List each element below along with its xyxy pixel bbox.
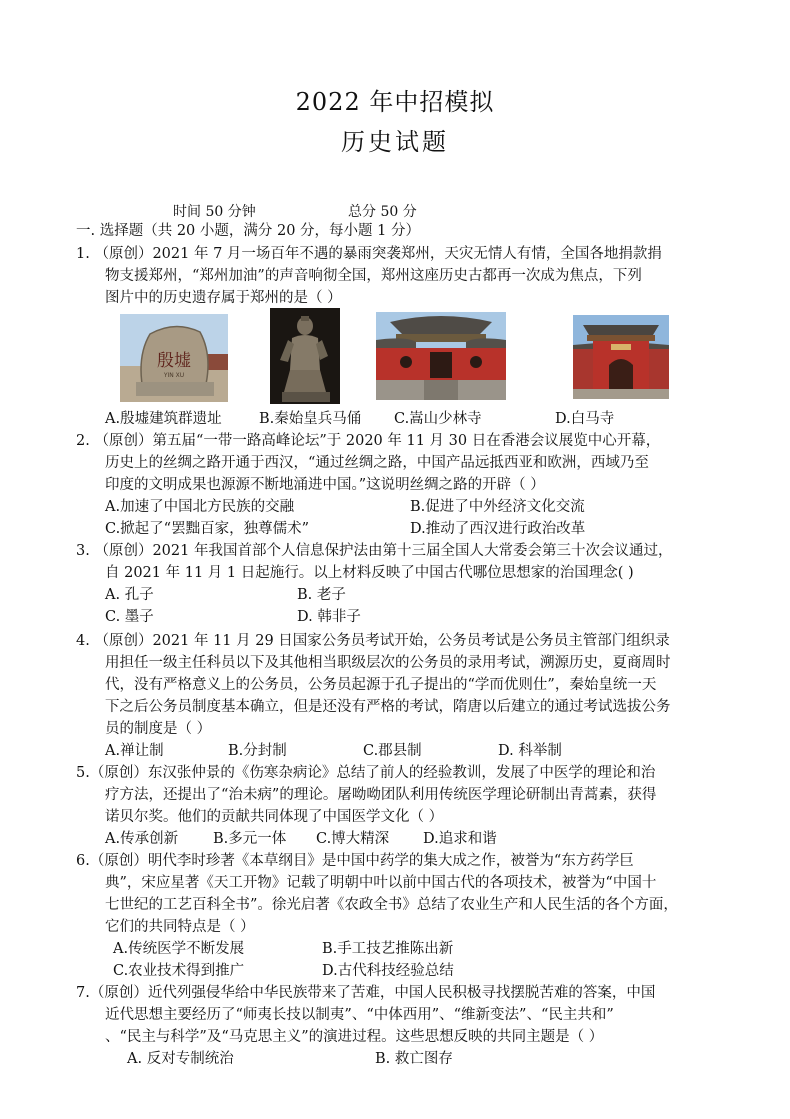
section-heading: 一. 选择题（共 20 小题，满分 20 分，每小题 1 分）: [76, 223, 420, 239]
option-b: B. 老子: [297, 587, 346, 603]
question-line: 七世纪的工艺百科全书”。徐光启著《农政全书》总结了农业生产和人民生活的各个方面，: [105, 897, 678, 913]
option-d: D.推动了西汉进行政治改革: [410, 521, 586, 537]
option-c: C.农业技术得到推广: [113, 963, 245, 979]
option-d: D.白马寺: [555, 411, 615, 427]
option-a: A.传统医学不断发展: [113, 941, 245, 957]
question-line: 诺贝尔奖。他们的贡献共同体现了中国医学文化（ ）: [105, 809, 444, 825]
question-line: 历史上的丝绸之路开通于西汉，“通过丝绸之路，中国产品远抵西亚和欧洲，西域乃至: [105, 455, 649, 471]
stone-pinyin: YIN XU: [163, 372, 185, 379]
title-line1: 2022 年中招模拟: [295, 88, 495, 116]
exam-time: 时间 50 分钟: [173, 204, 256, 220]
question-line: 它们的共同特点是（ ）: [105, 919, 255, 935]
option-a: A.殷墟建筑群遗址: [105, 411, 222, 427]
white-horse-temple-photo: [573, 315, 669, 399]
question-line: 印度的文明成果也源源不断地涌进中国。”这说明丝绸之路的开辟（ ）: [105, 477, 545, 493]
question-line: 代，没有严格意义上的公务员，公务员起源于孔子提出的“学而优则仕”，秦始皇统一天: [105, 677, 657, 693]
question-line: 7.（原创）近代列强侵华给中华民族带来了苦难，中国人民积极寻找摆脱苦难的答案，中国: [76, 985, 656, 1001]
question-line: 5.（原创）东汉张仲景的《伤寒杂病论》总结了前人的经验教训，发展了中医学的理论和治: [76, 765, 656, 781]
option-d: D. 科举制: [498, 743, 562, 759]
option-b: B.秦始皇兵马俑: [259, 411, 362, 427]
option-a: A. 孔子: [105, 587, 154, 603]
terracotta-warrior-photo: [270, 308, 340, 404]
question-line: 典”，宋应星著《天工开物》记载了明朝中叶以前中国古代的各项技术，被誉为“中国十: [105, 875, 657, 891]
option-a: A.传承创新: [105, 831, 179, 847]
option-b: B.手工技艺推陈出新: [322, 941, 454, 957]
option-c: C. 墨子: [105, 609, 154, 625]
question-line: 、“民主与科学”及“马克思主义”的演进过程。这些思想反映的共同主题是（ ）: [105, 1029, 604, 1045]
option-c: C.嵩山少林寺: [394, 411, 482, 427]
option-c: C.博大精深: [316, 831, 390, 847]
question-line: 1. （原创）2021 年 7 月一场百年不遇的暴雨突袭郑州，天灾无情人有情，全国各地捐款捐: [76, 246, 662, 262]
stone-inscription: 殷墟: [157, 351, 191, 371]
question-line: 4. （原创）2021 年 11 月 29 日国家公务员考试开始，公务员考试是公务员主管部门组织录: [76, 633, 670, 649]
question-line: 近代思想主要经历了“师夷长技以制夷”、“中体西用”、“维新变法”、“民主共和”: [105, 1007, 614, 1023]
question-line: 图片中的历史遗存属于郑州的是（ ）: [105, 290, 342, 306]
total-score: 总分 50 分: [348, 204, 417, 220]
option-d: D. 韩非子: [297, 609, 361, 625]
option-b: B.促进了中外经济文化交流: [410, 499, 585, 515]
question-line: 员的制度是（ ）: [105, 721, 212, 737]
title-line2: 历史试题: [341, 128, 449, 156]
option-a: A.禅让制: [105, 743, 164, 759]
question-line: 物支援郑州，“郑州加油”的声音响彻全国，郑州这座历史古都再一次成为焦点，下列: [105, 268, 642, 284]
question-line: 用担任一级主任科员以下及其他相当职级层次的公务员的录用考试，溯源历史，夏商周时: [105, 655, 671, 671]
shaolin-temple-photo: [376, 312, 506, 400]
option-d: D.追求和谐: [423, 831, 497, 847]
yinxu-photo: [120, 314, 228, 402]
option-c: C.掀起了“罢黜百家，独尊儒术”: [105, 521, 310, 537]
option-b: B.多元一体: [213, 831, 287, 847]
question-line: 下之后公务员制度基本确立，但是还没有严格的考试，隋唐以后建立的通过考试选拔公务: [105, 699, 671, 715]
option-a: A.加速了中国北方民族的交融: [105, 499, 295, 515]
question-line: 3. （原创）2021 年我国首部个人信息保护法由第十三届全国人大常委会第三十次会议通过，: [76, 543, 673, 559]
question-line: 自 2021 年 11 月 1 日起施行。以上材料反映了中国古代哪位思想家的治国理念( ): [105, 565, 634, 581]
option-d: D.古代科技经验总结: [322, 963, 454, 979]
question-line: 2. （原创）第五届“一带一路高峰论坛”于 2020 年 11 月 30 日在香港会议展览中心开幕，: [76, 433, 661, 449]
question-line: 6.（原创）明代李时珍著《本草纲目》是中国中药学的集大成之作，被誉为“东方药学巨: [76, 853, 634, 869]
option-b: B. 救亡图存: [375, 1051, 453, 1067]
option-b: B.分封制: [228, 743, 287, 759]
question-line: 疗方法，还提出了“治未病”的理论。屠呦呦团队利用传统医学理论研制出青蒿素，获得: [105, 787, 657, 803]
option-a: A. 反对专制统治: [127, 1051, 234, 1067]
option-c: C.郡县制: [363, 743, 422, 759]
